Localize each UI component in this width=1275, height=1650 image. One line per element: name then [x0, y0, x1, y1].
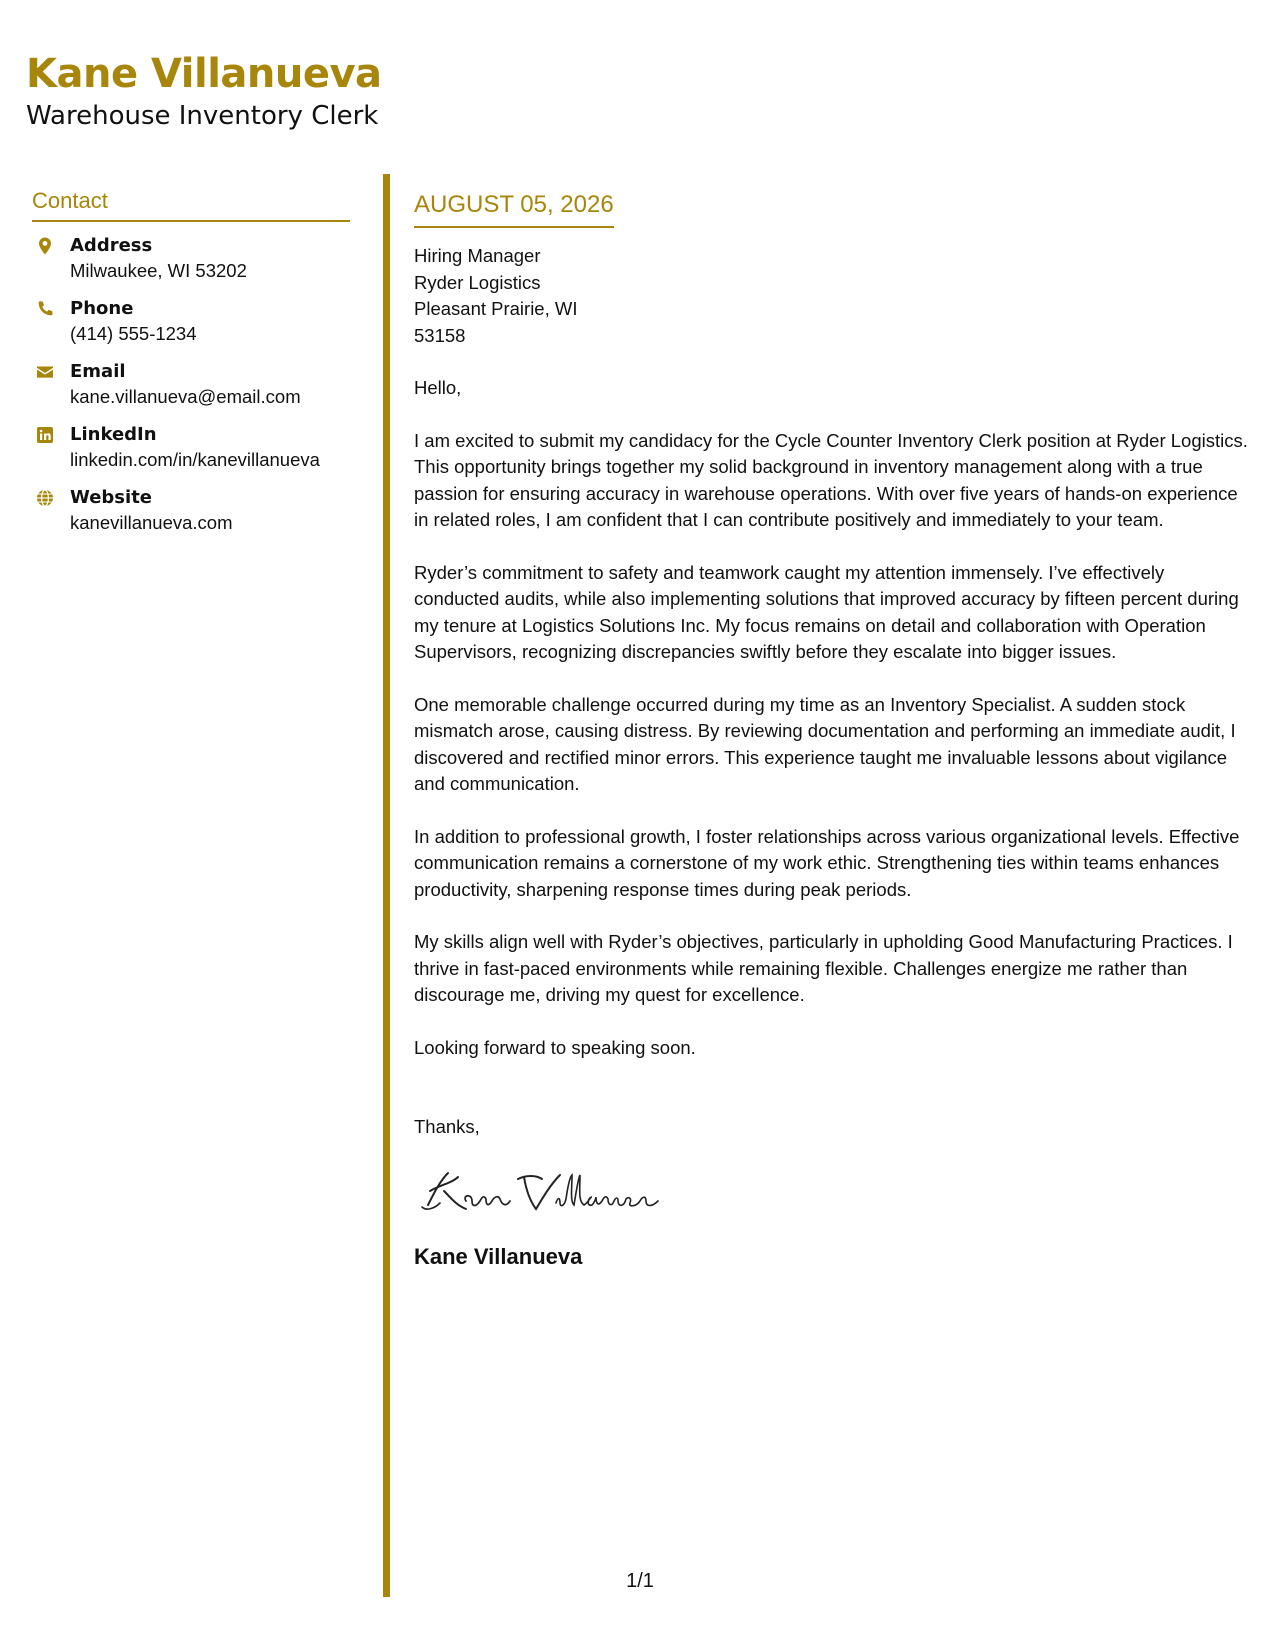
contact-label: Email — [70, 361, 126, 382]
body-paragraph: Looking forward to speaking soon. — [414, 1036, 696, 1058]
body-paragraph: I am excited to submit my candidacy for the Cycle Counter Inventory Clerk position at Ryder Logistics. This opportunity brings together my solid background in inventory management along with a true passion for ensuring accuracy in warehouse operations. With over five years of hands-on experience in related roles, I am confident that I can contribute positively and immediately to your team. — [414, 429, 1248, 530]
globe-icon — [35, 488, 55, 508]
job-title: Warehouse Inventory Clerk — [26, 101, 379, 131]
contact-list — [32, 234, 350, 549]
recipient-line: 53158 — [414, 324, 466, 346]
address-value: Milwaukee, WI 53202 — [70, 260, 247, 281]
phone-icon — [35, 299, 55, 319]
letter-body — [414, 190, 1250, 1271]
contact-sidebar — [32, 188, 350, 549]
applicant-name: Kane Villanueva — [26, 51, 382, 97]
signer-name: Kane Villanueva — [414, 1243, 583, 1269]
contact-item-email — [32, 360, 350, 423]
recipient-line: Pleasant Prairie, WI — [414, 298, 578, 319]
linkedin-value[interactable]: linkedin.com/in/kanevillanueva — [70, 449, 320, 470]
resume-header — [26, 50, 382, 132]
contact-label: LinkedIn — [70, 424, 157, 445]
greeting: Hello, — [414, 377, 462, 398]
body-paragraph: One memorable challenge occurred during my time as an Inventory Specialist. A sudden stock mismatch arose, causing distress. By reviewing documentation and performing an immediate audit, I discovered and rectified minor errors. This experience taught me invaluable lessons about vigilance and communication. — [414, 693, 1236, 794]
contact-label: Website — [70, 487, 153, 508]
page-number: 1/1 — [626, 1570, 654, 1592]
body-paragraph: In addition to professional growth, I foster relationships across various organizational levels. Effective communication remains a cornerstone of my work ethic. Strengthening ties within teams enhances productivity, sharpening response times during peak periods. — [414, 825, 1240, 900]
closing: Thanks, — [414, 1116, 480, 1137]
phone-value[interactable]: (414) 555-1234 — [70, 323, 197, 344]
recipient-line: Hiring Manager — [414, 245, 541, 266]
handwritten-signature — [414, 1163, 1250, 1223]
recipient-block — [414, 243, 1250, 349]
letter-date: AUGUST 05, 2026 — [414, 190, 614, 228]
email-value[interactable]: kane.villanueva@email.com — [70, 386, 301, 407]
body-paragraph: My skills align well with Ryder’s objectives, particularly in upholding Good Manufacturing Practices. I thrive in fast-paced environments while remaining flexible. Challenges energize me rather than discourage me, driving my quest for excellence. — [414, 931, 1233, 1005]
website-value[interactable]: kanevillanueva.com — [70, 512, 233, 533]
contact-item-phone — [32, 297, 350, 360]
vertical-divider — [383, 174, 390, 1597]
contact-label: Address — [70, 235, 153, 256]
envelope-icon — [35, 362, 55, 382]
body-paragraph: Ryder’s commitment to safety and teamwork caught my attention immensely. I’ve effectively conducted audits, while also implementing solutions that improved accuracy by fifteen percent during my tenure at Logistics Solutions Inc. My focus remains on detail and collaboration with Operation Supervisors, recognizing discrepancies swiftly before they escalate into bigger issues. — [414, 561, 1239, 662]
contact-item-linkedin — [32, 423, 350, 486]
contact-item-website — [32, 486, 350, 549]
contact-label: Phone — [70, 298, 134, 319]
map-pin-icon — [35, 236, 55, 256]
recipient-line: Ryder Logistics — [414, 271, 541, 293]
linkedin-icon — [35, 425, 55, 445]
contact-item-address — [32, 234, 350, 297]
contact-heading: Contact — [32, 188, 350, 222]
